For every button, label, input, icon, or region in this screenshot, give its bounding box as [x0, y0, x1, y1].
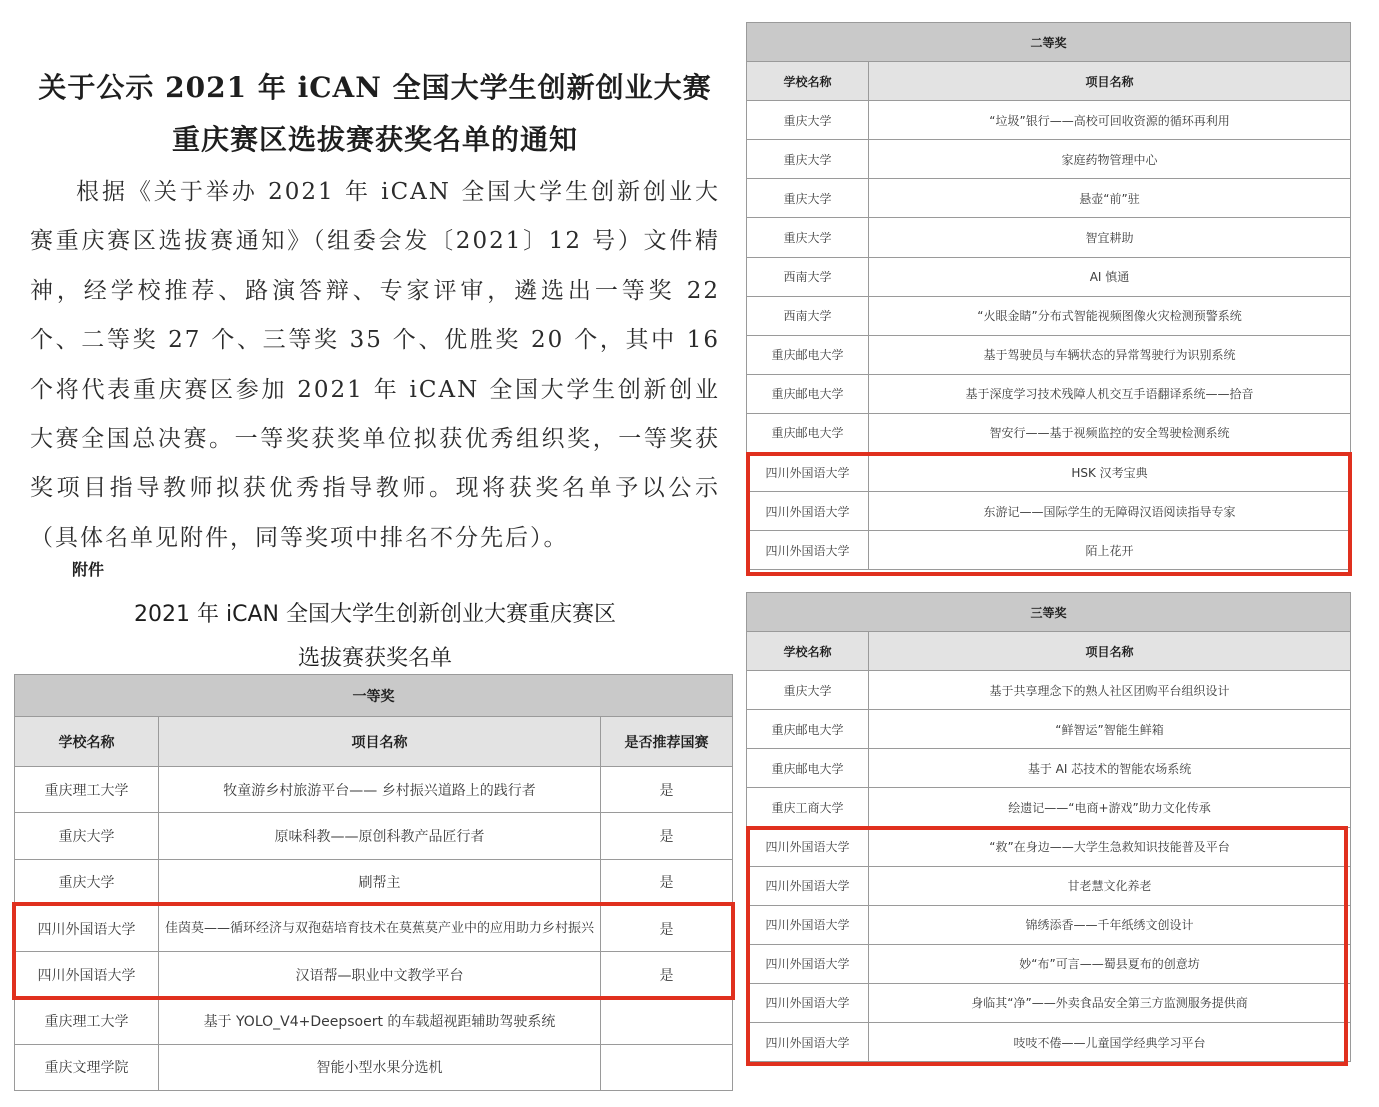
attachment-label: 附件	[72, 560, 105, 579]
cell-project: 东游记——国际学生的无障碍汉语阅读指导专家	[869, 492, 1351, 531]
column-header-project: 项目名称	[159, 717, 601, 767]
cell-project: 智能小型水果分选机	[159, 1044, 601, 1090]
cell-project: 陌上花开	[869, 531, 1351, 570]
cell-recommended: 是	[601, 767, 733, 813]
table-row	[747, 944, 1351, 983]
cell-school: 重庆大学	[747, 101, 869, 140]
cell-project: 智宜耕助	[869, 218, 1351, 257]
table-row	[747, 1023, 1351, 1062]
table-row	[15, 813, 733, 859]
table-row	[15, 998, 733, 1044]
table-caption-row	[747, 23, 1351, 62]
cell-recommended	[601, 998, 733, 1044]
cell-project: 家庭药物管理中心	[869, 140, 1351, 179]
cell-school: 西南大学	[747, 296, 869, 335]
list-title-line-2: 选拔赛获奖名单	[297, 646, 452, 671]
cell-project: 汉语帮—职业中文教学平台	[159, 952, 601, 998]
cell-school: 四川外国语大学	[747, 1023, 869, 1062]
cell-project: 基于共享理念下的熟人社区团购平台组织设计	[869, 671, 1351, 710]
cell-school: 重庆邮电大学	[747, 374, 869, 413]
cell-school: 重庆大学	[747, 179, 869, 218]
table-row	[747, 101, 1351, 140]
table-row	[747, 749, 1351, 788]
table-row	[747, 492, 1351, 531]
column-header-school: 学校名称	[15, 717, 159, 767]
cell-project: 悬壶“前”驻	[869, 179, 1351, 218]
table-row	[747, 453, 1351, 492]
cell-recommended: 是	[601, 905, 733, 951]
column-header-recommended: 是否推荐国赛	[601, 717, 733, 767]
notice-body: 根据《关于举办 2021 年 iCAN 全国大学生创新创业大赛重庆赛区选拔赛通知》（组委会发〔2021〕12 号）文件精神，经学校推荐、路演答辩、专家评审，遴选出一等奖 22 个、二等奖 27 个、三等奖 35 个、优胜奖 20 个，其中 16 个将代表重庆赛区参加 2021 年 iCAN 全国大学生创新创业大赛全国总决赛。一等奖获奖单位拟获优秀组织奖，一等奖获奖项目指导教师拟获优秀指导教师。现将获奖名单予以公示（具体名单见附件，同等奖项中排名不分先后）。	[30, 179, 720, 551]
cell-school: 重庆邮电大学	[747, 413, 869, 452]
cell-project: 基于深度学习技术残障人机交互手语翻译系统——拾音	[869, 374, 1351, 413]
table-row	[747, 905, 1351, 944]
table-row	[747, 218, 1351, 257]
table-header-row	[747, 632, 1351, 671]
cell-school: 重庆大学	[15, 859, 159, 905]
table-row	[747, 257, 1351, 296]
cell-project: 基于驾驶员与车辆状态的异常驾驶行为识别系统	[869, 335, 1351, 374]
cell-school: 重庆理工大学	[15, 767, 159, 813]
table-row	[15, 767, 733, 813]
cell-school: 四川外国语大学	[15, 952, 159, 998]
cell-school: 重庆大学	[747, 218, 869, 257]
table-row	[15, 859, 733, 905]
cell-project: 基于 AI 芯技术的智能农场系统	[869, 749, 1351, 788]
cell-school: 四川外国语大学	[747, 983, 869, 1022]
cell-project: 智安行——基于视频监控的安全驾驶检测系统	[869, 413, 1351, 452]
table-header-row	[15, 717, 733, 767]
table-row	[747, 413, 1351, 452]
cell-project: 佳茵莫——循环经济与双孢菇培育技术在莫蕉莫产业中的应用助力乡村振兴	[159, 905, 601, 951]
column-header-school: 学校名称	[747, 632, 869, 671]
table-caption: 二等奖	[747, 23, 1351, 62]
cell-recommended: 是	[601, 952, 733, 998]
table-row	[15, 905, 733, 951]
cell-project: 原味科教——原创科教产品匠行者	[159, 813, 601, 859]
cell-recommended: 是	[601, 813, 733, 859]
cell-project: 妙“布”可言——蜀县夏布的创意坊	[869, 944, 1351, 983]
table-row	[747, 296, 1351, 335]
cell-school: 重庆大学	[15, 813, 159, 859]
cell-school: 重庆邮电大学	[747, 710, 869, 749]
table-caption: 三等奖	[747, 593, 1351, 632]
cell-project: 牧童游乡村旅游平台—— 乡村振兴道路上的践行者	[159, 767, 601, 813]
cell-recommended	[601, 1044, 733, 1090]
cell-school: 重庆邮电大学	[747, 749, 869, 788]
table-row	[747, 866, 1351, 905]
table-row	[15, 952, 733, 998]
cell-project: 吱吱不倦——儿童国学经典学习平台	[869, 1023, 1351, 1062]
cell-recommended: 是	[601, 859, 733, 905]
notice-title-line-1: 关于公示 2021 年 iCAN 全国大学生创新创业大赛	[38, 71, 712, 104]
cell-school: 重庆大学	[747, 671, 869, 710]
cell-project: 刷帮主	[159, 859, 601, 905]
table-caption: 一等奖	[15, 675, 733, 717]
notice-title-line-2: 重庆赛区选拔赛获奖名单的通知	[171, 123, 578, 156]
cell-project: 绘遗记——“电商+游戏”助力文化传承	[869, 788, 1351, 827]
table-row	[15, 1044, 733, 1090]
cell-school: 四川外国语大学	[747, 866, 869, 905]
table-row	[747, 710, 1351, 749]
table-row	[747, 335, 1351, 374]
cell-project: AI 慎通	[869, 257, 1351, 296]
cell-school: 重庆文理学院	[15, 1044, 159, 1090]
cell-school: 重庆理工大学	[15, 998, 159, 1044]
cell-project: “救”在身边——大学生急救知识技能普及平台	[869, 827, 1351, 866]
cell-project: “火眼金睛”分布式智能视频图像火灾检测预警系统	[869, 296, 1351, 335]
cell-project: 甘老慧文化养老	[869, 866, 1351, 905]
column-header-school: 学校名称	[747, 62, 869, 101]
cell-school: 四川外国语大学	[747, 905, 869, 944]
table-row	[747, 671, 1351, 710]
cell-school: 四川外国语大学	[747, 531, 869, 570]
cell-project: 锦绣添香——千年纸绣文创设计	[869, 905, 1351, 944]
cell-project: 身临其“净”——外卖食品安全第三方监测服务提供商	[869, 983, 1351, 1022]
cell-project: “鲜智运”智能生鲜箱	[869, 710, 1351, 749]
cell-school: 四川外国语大学	[747, 827, 869, 866]
cell-school: 四川外国语大学	[747, 453, 869, 492]
cell-school: 四川外国语大学	[747, 492, 869, 531]
table-row	[747, 140, 1351, 179]
column-header-project: 项目名称	[869, 62, 1351, 101]
list-title-line-1: 2021 年 iCAN 全国大学生创新创业大赛重庆赛区	[134, 602, 616, 627]
table-caption-row	[15, 675, 733, 717]
cell-school: 四川外国语大学	[15, 905, 159, 951]
table-row	[747, 983, 1351, 1022]
table-row	[747, 374, 1351, 413]
cell-school: 重庆邮电大学	[747, 335, 869, 374]
cell-project: HSK 汉考宝典	[869, 453, 1351, 492]
cell-school: 重庆大学	[747, 140, 869, 179]
cell-school: 四川外国语大学	[747, 944, 869, 983]
table-header-row	[747, 62, 1351, 101]
cell-school: 西南大学	[747, 257, 869, 296]
table-caption-row	[747, 593, 1351, 632]
table-row	[747, 827, 1351, 866]
third-prize-table	[746, 592, 1351, 1062]
cell-school: 重庆工商大学	[747, 788, 869, 827]
first-prize-table	[14, 674, 733, 1091]
table-row	[747, 788, 1351, 827]
column-header-project: 项目名称	[869, 632, 1351, 671]
second-prize-table	[746, 22, 1351, 570]
table-row	[747, 531, 1351, 570]
table-row	[747, 179, 1351, 218]
cell-project: “垃圾”银行——高校可回收资源的循环再利用	[869, 101, 1351, 140]
cell-project: 基于 YOLO_V4+Deepsoert 的车载超视距辅助驾驶系统	[159, 998, 601, 1044]
